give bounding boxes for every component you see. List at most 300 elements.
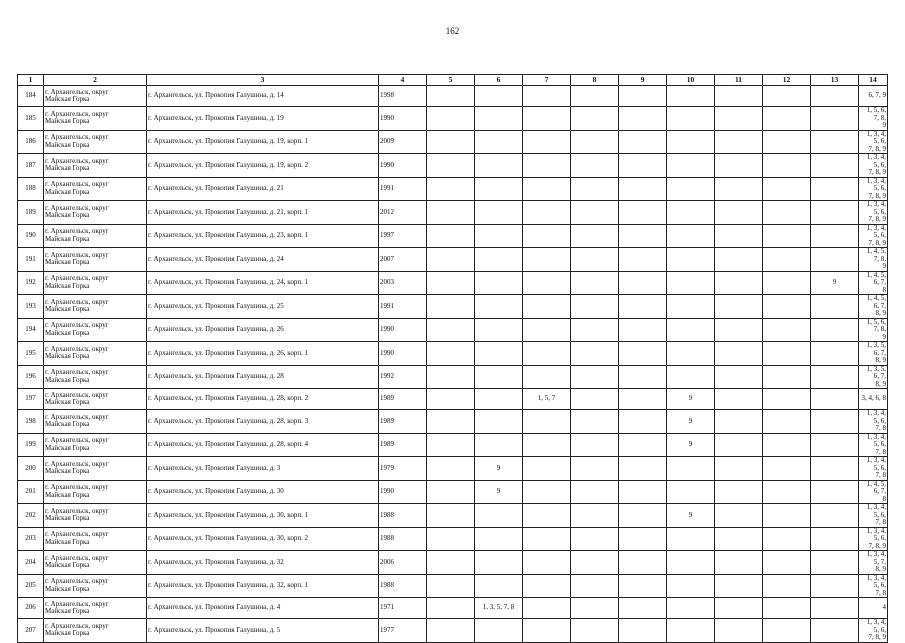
col-13-cell [811,504,859,528]
row-number-text: 193 [25,301,36,310]
col-7-cell [523,527,571,551]
col-9-cell [619,598,667,619]
row-number-text: 203 [25,534,36,542]
col-12-cell [763,130,811,154]
district-cell-line: г. Архангельск, округ [45,227,109,236]
col-10-cell [667,107,715,131]
district-cell-line: г. Архангельск, округ [45,297,109,306]
district-cell [44,295,147,319]
district-cell-line: Майская Горка [45,629,90,638]
year-cell-text: 1992 [380,372,394,380]
col-13-cell [811,433,859,457]
col-9-cell [619,527,667,551]
col-13-cell [811,574,859,598]
address-cell [147,574,379,598]
col-8-cell [571,107,619,131]
row-number [18,248,44,272]
col-5-cell [427,86,475,107]
col-13-cell [811,248,859,272]
row-number [18,201,44,225]
col-5-cell [427,598,475,619]
table-row [18,619,888,643]
column-header: 6 [475,75,523,86]
col-5-cell [427,177,475,201]
col-5-cell [427,410,475,434]
row-number-text: 206 [25,603,36,612]
district-cell [44,504,147,528]
col-11-cell [715,433,763,457]
col-14-cell-line: 8, 9 [875,379,886,388]
row-number-text: 202 [25,510,36,519]
col-14-cell-line: 8, 9 [875,356,886,364]
col-14-cell-line: 1, 3, 4, 5, 6, [866,527,886,542]
col-14-cell [859,480,888,504]
col-14-cell-line: 8, 9 [875,309,886,317]
col-14-cell-line: 4 [882,603,886,612]
year-cell-text: 2003 [380,278,394,286]
col-6-cell [475,365,523,389]
col-13-cell [811,318,859,342]
col-10-cell [667,271,715,295]
table-row [18,224,888,248]
district-cell-line: Майская Горка [45,537,90,546]
col-14-cell [859,177,888,201]
col-14-cell [859,130,888,154]
district-cell-line: Майская Горка [45,234,90,243]
column-header: 10 [667,75,715,86]
district-cell-line: Майская Горка [45,561,90,570]
row-number [18,389,44,410]
year-cell-text: 1990 [380,113,394,122]
column-header: 5 [427,75,475,86]
row-number-text: 185 [25,113,36,122]
district-cell [44,154,147,178]
row-number-text: 196 [25,372,36,380]
year-cell [379,457,427,481]
row-number [18,295,44,319]
col-9-cell [619,248,667,272]
address-cell [147,248,379,272]
col-13-cell [811,177,859,201]
year-cell-text: 1990 [380,160,394,169]
col-7-cell [523,107,571,131]
address-cell [147,457,379,481]
year-cell-text: 2012 [380,207,394,216]
col-5-cell [427,224,475,248]
col-12-cell [763,342,811,366]
address-cell-text: г. Архангельск, ул. Прокопия Галушина, д. 28, корп. 4 [148,440,309,448]
col-6-cell-text: 1, 3, 5, 7, 8 [482,603,515,612]
col-11-cell [715,619,763,643]
district-cell [44,248,147,272]
address-cell-text: г. Архангельск, ул. Прокопия Галушина, д. 28, корп. 2 [148,394,309,403]
col-7-cell [523,86,571,107]
col-6-cell [475,295,523,319]
data-table [17,74,888,643]
year-cell [379,271,427,295]
address-cell-text: г. Архангельск, ул. Прокопия Галушина, д. 28, корп. 3 [148,416,309,425]
row-number [18,551,44,575]
address-cell [147,480,379,504]
col-11-cell [715,598,763,619]
col-6-cell [475,389,523,410]
col-14-cell [859,389,888,410]
col-14-cell [859,551,888,575]
col-8-cell [571,342,619,366]
table-row [18,433,888,457]
district-cell-line: г. Архангельск, округ [45,133,109,142]
row-number [18,480,44,504]
district-cell-line: Майская Горка [45,140,90,149]
col-14-cell-line: 1, 3, 4, 5, 6, [866,409,886,425]
col-13-cell [811,551,859,575]
col-10-cell [667,318,715,342]
address-cell-text: г. Архангельск, ул. Прокопия Галушина, д. 30, корп. 2 [148,534,309,542]
col-14-cell-line: 1, 3, 4, 5, 6, [866,130,886,145]
district-cell [44,527,147,551]
col-11-cell [715,130,763,154]
address-cell [147,271,379,295]
col-14-cell-line: 8, 9 [875,565,886,573]
address-cell-text: г. Архангельск, ул. Прокопия Галушина, д. 19 [148,113,284,122]
col-6-cell [475,598,523,619]
col-9-cell [619,342,667,366]
col-10-cell [667,342,715,366]
address-cell-text: г. Архангельск, ул. Прокопия Галушина, д. 4 [148,603,281,612]
col-12-cell [763,480,811,504]
col-7-cell [523,480,571,504]
district-cell-line: г. Архангельск, округ [45,274,109,283]
col-6-cell [475,410,523,434]
col-14-cell-line: 7, 8 [875,471,886,479]
col-10-cell [667,86,715,107]
district-cell-line: г. Архангельск, округ [45,553,109,562]
row-number-text: 188 [25,184,36,192]
col-12-cell [763,154,811,178]
year-cell-text: 1997 [380,231,394,239]
district-cell-line: г. Архангельск, округ [45,390,109,399]
col-10-cell [667,154,715,178]
district-cell-line: Майская Горка [45,375,90,384]
row-number-text: 192 [25,278,36,286]
address-cell [147,318,379,342]
col-11-cell [715,86,763,107]
col-14-cell-line: 1, 3, 4, 5, 6, [866,456,886,472]
address-cell [147,224,379,248]
col-7-cell [523,504,571,528]
district-cell-line: Майская Горка [45,328,90,337]
district-cell-line: г. Архангельск, округ [45,483,109,492]
address-cell [147,365,379,389]
col-10-cell [667,365,715,389]
address-cell [147,177,379,201]
district-cell-line: г. Архангельск, округ [45,87,109,96]
col-8-cell [571,248,619,272]
year-cell-text: 1988 [380,581,394,589]
col-5-cell [427,130,475,154]
row-number [18,504,44,528]
district-cell-line: Майская Горка [45,305,90,314]
col-13-cell [811,480,859,504]
col-6-cell [475,130,523,154]
row-number-text: 207 [25,625,36,634]
col-10-cell [667,574,715,598]
col-9-cell [619,410,667,434]
col-8-cell [571,86,619,107]
year-cell [379,318,427,342]
col-6-cell [475,177,523,201]
table-row [18,248,888,272]
year-cell [379,107,427,131]
col-14-cell [859,619,888,643]
year-cell [379,177,427,201]
col-11-cell [715,365,763,389]
district-cell [44,598,147,619]
col-5-cell [427,574,475,598]
header-row [18,75,888,86]
col-14-cell-line: 1, 3, 4, 5, 6, [866,200,886,216]
col-6-cell [475,504,523,528]
col-14-cell-line: 7, 8, 9 [868,633,886,641]
row-number-text: 198 [25,416,36,425]
col-10-cell [667,504,715,528]
col-5-cell [427,457,475,481]
col-14-cell-line: 7, 8, 9 [868,238,886,247]
col-12-cell [763,504,811,528]
year-cell-text: 1990 [380,325,394,333]
address-cell [147,201,379,225]
district-cell-line: Майская Горка [45,164,90,173]
col-11-cell [715,248,763,272]
district-cell-line: Майская Горка [45,584,90,593]
district-cell-line: Майская Горка [45,467,90,476]
column-header: 14 [859,75,888,86]
row-number-text: 194 [25,325,36,333]
col-8-cell [571,224,619,248]
table-row [18,271,888,295]
col-13-cell [811,271,859,295]
col-14-cell [859,271,888,295]
address-cell-text: г. Архангельск, ул. Прокопия Галушина, д. 24 [148,254,284,263]
row-number-text: 184 [25,91,36,100]
col-8-cell [571,480,619,504]
col-10-cell-text: 9 [688,510,693,519]
col-7-cell [523,318,571,342]
table-row [18,177,888,201]
table-row [18,457,888,481]
district-cell-line: г. Архангельск, округ [45,250,109,259]
col-9-cell [619,480,667,504]
col-14-cell-line: 7, 8, 9 [868,541,886,550]
col-5-cell [427,619,475,643]
col-8-cell [571,271,619,295]
col-11-cell [715,318,763,342]
col-9-cell [619,457,667,481]
col-9-cell [619,574,667,598]
address-cell-text: г. Архангельск, ул. Прокопия Галушина, д. 26 [148,325,284,333]
col-12-cell [763,248,811,272]
row-number [18,574,44,598]
year-cell-text: 1998 [380,91,394,100]
col-13-cell [811,295,859,319]
col-7-cell [523,271,571,295]
address-cell-text: г. Архангельск, ул. Прокопия Галушина, д. 14 [148,91,284,100]
column-header: 1 [18,75,44,86]
col-8-cell [571,457,619,481]
address-cell-text: г. Архангельск, ул. Прокопия Галушина, д. 32, корп. 1 [148,581,309,589]
address-cell-text: г. Архангельск, ул. Прокопия Галушина, д. 28 [148,372,284,380]
col-14-cell [859,365,888,389]
col-9-cell [619,433,667,457]
address-cell [147,433,379,457]
col-9-cell [619,389,667,410]
col-5-cell [427,389,475,410]
table-row [18,574,888,598]
year-cell [379,389,427,410]
year-cell [379,619,427,643]
year-cell-text: 1991 [380,184,394,192]
row-number [18,271,44,295]
col-11-cell [715,410,763,434]
row-number-text: 195 [25,348,36,357]
col-7-cell [523,248,571,272]
col-5-cell [427,107,475,131]
col-5-cell [427,342,475,366]
col-9-cell [619,107,667,131]
col-14-cell-line: 6, 7, 9 [868,91,886,100]
year-cell-text: 1988 [380,534,394,542]
col-8-cell [571,433,619,457]
col-12-cell [763,598,811,619]
address-cell [147,107,379,131]
year-cell [379,154,427,178]
col-5-cell [427,433,475,457]
year-cell-text: 1971 [380,603,394,612]
col-6-cell [475,457,523,481]
col-9-cell [619,365,667,389]
col-7-cell [523,295,571,319]
row-number [18,86,44,107]
district-cell-line: г. Архангельск, округ [45,368,109,377]
year-cell [379,295,427,319]
district-cell-line: Майская Горка [45,117,90,126]
district-cell [44,457,147,481]
col-9-cell [619,551,667,575]
district-cell [44,271,147,295]
col-12-cell [763,574,811,598]
col-12-cell [763,224,811,248]
col-14-cell-line: 1, 3, 5, 6, 7, [866,341,886,357]
col-14-cell-line: 1, 4, 5, 6, 7, [866,271,886,286]
year-cell [379,574,427,598]
district-cell-line: г. Архангельск, округ [45,156,109,165]
col-12-cell [763,86,811,107]
col-8-cell [571,574,619,598]
col-14-cell-line: 1, 5, 6, 7, 8, [866,318,886,333]
col-5-cell [427,154,475,178]
col-14-cell [859,598,888,619]
col-13-cell [811,224,859,248]
district-cell-line: г. Архангельск, округ [45,530,109,539]
col-8-cell [571,154,619,178]
col-10-cell [667,457,715,481]
column-header: 3 [147,75,379,86]
district-cell [44,130,147,154]
row-number-text: 189 [25,207,36,216]
district-cell [44,342,147,366]
address-cell-text: г. Архангельск, ул. Прокопия Галушина, д. 30 [148,487,284,495]
col-8-cell [571,295,619,319]
address-cell-text: г. Архангельск, ул. Прокопия Галушина, д. 19, корп. 1 [148,137,309,145]
address-cell-text: г. Архангельск, ул. Прокопия Галушина, д. 25 [148,301,284,310]
col-14-cell-line: 3, 4, 6, 8 [861,394,886,403]
col-14-cell-line: 9 [882,121,886,129]
col-11-cell [715,107,763,131]
district-cell [44,551,147,575]
col-6-cell [475,107,523,131]
district-cell-line: Майская Горка [45,420,90,429]
col-7-cell [523,342,571,366]
row-number-text: 186 [25,137,36,145]
district-cell [44,433,147,457]
col-9-cell [619,154,667,178]
year-cell-text: 1990 [380,487,394,495]
district-cell [44,201,147,225]
col-13-cell [811,154,859,178]
col-14-cell-line: 1, 4, 5, 6, 7, [866,294,886,310]
row-number-text: 187 [25,160,36,169]
col-14-cell [859,574,888,598]
col-8-cell [571,177,619,201]
address-cell-text: г. Архангельск, ул. Прокопия Галушина, д. 5 [148,625,281,634]
col-10-cell [667,177,715,201]
col-12-cell [763,527,811,551]
col-9-cell [619,177,667,201]
col-7-cell [523,177,571,201]
col-11-cell [715,154,763,178]
col-6-cell [475,551,523,575]
col-14-cell [859,154,888,178]
column-header: 7 [523,75,571,86]
column-header: 11 [715,75,763,86]
table-row [18,86,888,107]
year-cell-text: 2007 [380,254,394,263]
row-number [18,224,44,248]
table-row [18,598,888,619]
table-row [18,410,888,434]
year-cell [379,480,427,504]
district-cell-line: г. Архангельск, округ [45,621,109,630]
col-7-cell [523,551,571,575]
col-9-cell [619,504,667,528]
district-cell-line: Майская Горка [45,258,90,267]
district-cell [44,619,147,643]
col-14-cell [859,410,888,434]
column-header: 4 [379,75,427,86]
row-number [18,619,44,643]
col-14-cell [859,107,888,131]
col-9-cell [619,295,667,319]
col-7-cell [523,224,571,248]
col-14-cell-line: 8 [882,494,886,503]
col-6-cell [475,201,523,225]
col-9-cell [619,86,667,107]
district-cell-line: Майская Горка [45,281,90,290]
col-14-cell-line: 1, 3, 4, 5, 6, [866,433,886,448]
address-cell-text: г. Архангельск, ул. Прокопия Галушина, д. 3 [148,463,281,472]
col-14-cell-line: 7, 8 [875,518,886,526]
column-header: 13 [811,75,859,86]
